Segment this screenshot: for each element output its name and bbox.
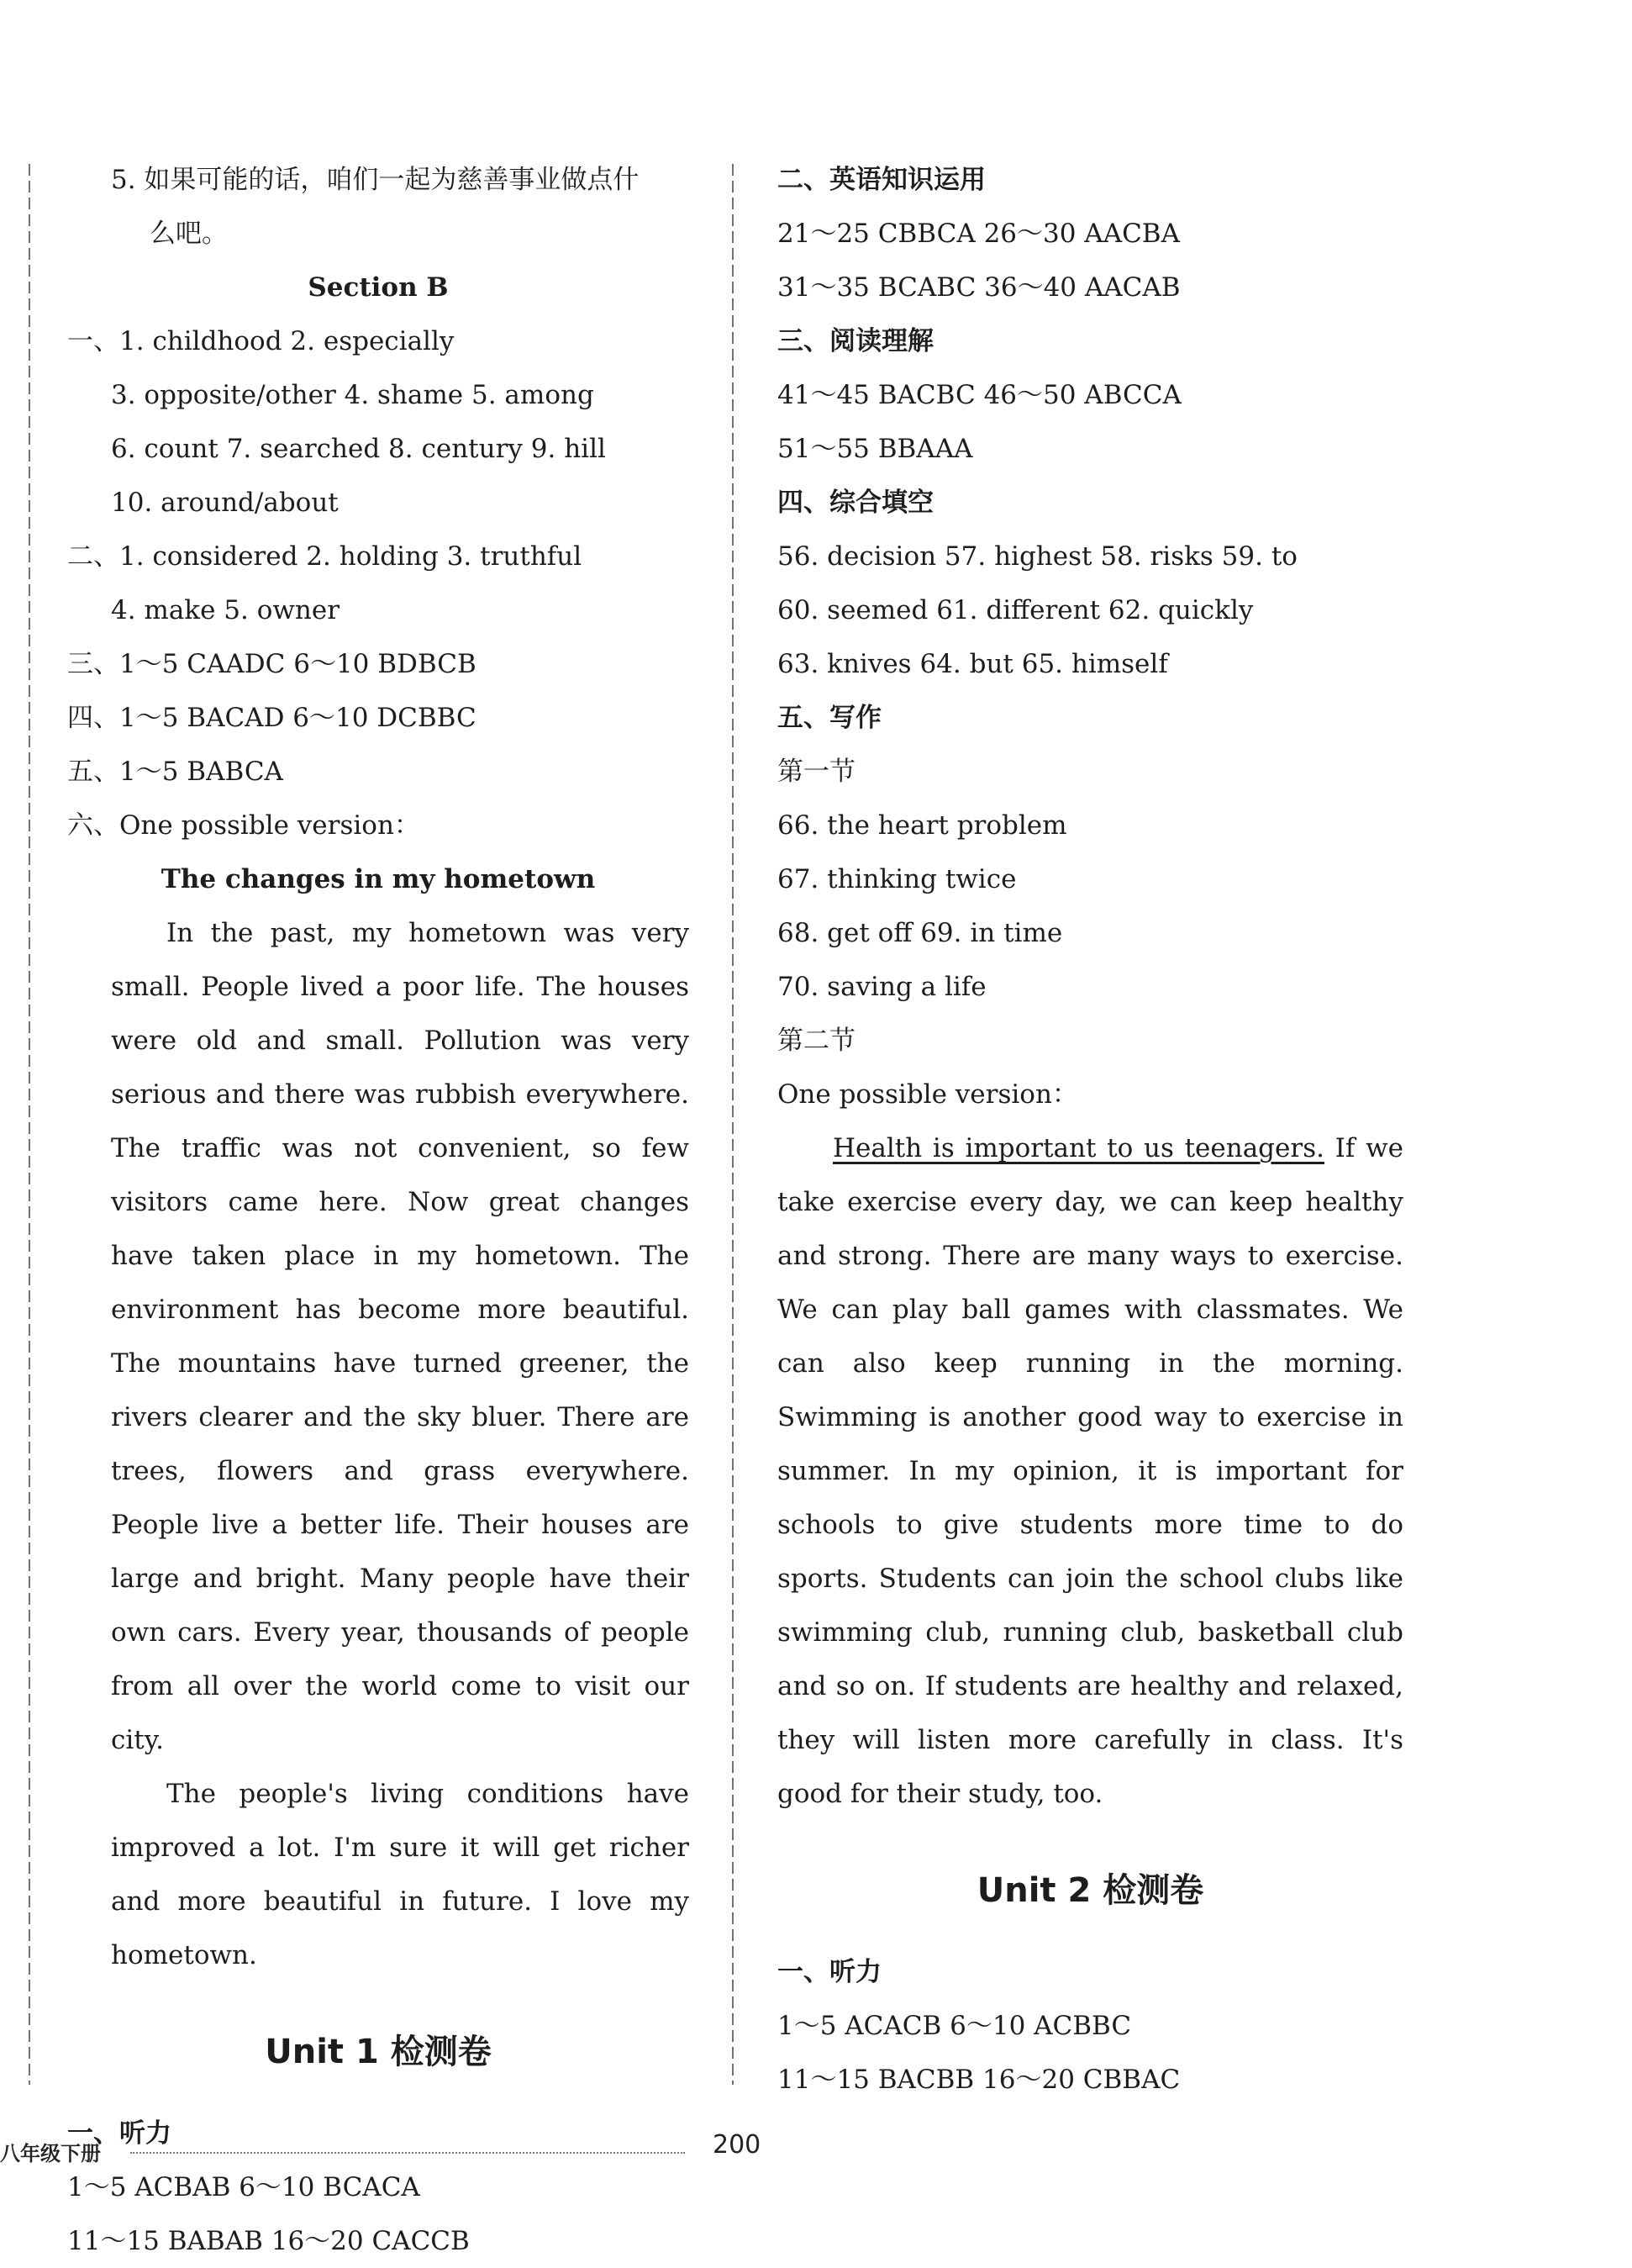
answer-line: 56. decision 57. highest 58. risks 59. to — [777, 541, 1298, 572]
answer-line: 五、1～5 BABCA — [67, 757, 283, 787]
answer-line: 31～35 BCABC 36～40 AACAB — [777, 272, 1181, 303]
answer-line: 10. around/about — [111, 488, 339, 518]
section-header: 五、写作 — [777, 703, 882, 733]
answer-line: 三、1～5 CAADC 6～10 BDBCB — [67, 649, 476, 679]
answer-line: 63. knives 64. but 65. himself — [777, 649, 1168, 679]
answer-line: 4. make 5. owner — [111, 595, 340, 625]
answer-line: 41～45 BACBC 46～50 ABCCA — [777, 380, 1182, 410]
answer-line: 3. opposite/other 4. shame 5. among — [111, 380, 594, 410]
answer-line: 21～25 CBBCA 26～30 AACBA — [777, 219, 1180, 249]
answer-line: 5. 如果可能的话，咱们一起为慈善事业做点什 — [111, 165, 640, 195]
answer-line: 1～5 ACBAB 6～10 BCACA — [67, 2172, 420, 2202]
grade-label: 八年级下册 — [0, 2142, 101, 2165]
subsection-label: 第二节 — [777, 1026, 855, 1056]
essay-paragraph-text: In the past, my hometown was very small. People lived a poor life. The houses were old and small. Pollution was very serious and there was rubbish everywhere. The traffic was not convenient, so few visitors came here. Now great changes have taken place in my hometown. The environment has become more beautiful. The mountains have turned greener, the rivers clearer and the sky bluer. There are trees, flowers and grass everywhere. People live a better life. Their houses are large and bright. Many people have their own cars. Every year, thousands of people from all over the world come to visit our city. — [111, 918, 689, 1755]
essay-body — [67, 906, 689, 1982]
answer-line: 6. count 7. searched 8. century 9. hill — [111, 434, 606, 464]
answer-line: 60. seemed 61. different 62. quickly — [777, 595, 1254, 625]
unit-title: Unit 1 检测卷 — [265, 2033, 492, 2071]
essay-paragraph — [111, 906, 689, 1767]
essay-paragraph — [111, 1767, 689, 1982]
section-b-title: Section B — [308, 272, 449, 303]
essay-paragraph — [777, 1121, 1403, 1821]
answer-line: 一、1. childhood 2. especially — [67, 326, 455, 356]
answer-line: 四、1～5 BACAD 6～10 DCBBC — [67, 703, 476, 733]
subsection-label: 第一节 — [777, 757, 855, 787]
answer-line: 68. get off 69. in time — [777, 918, 1063, 948]
answer-line: 70. saving a life — [777, 972, 987, 1002]
answer-line: 11～15 BACBB 16～20 CBBAC — [777, 2065, 1181, 2095]
section-header: 三、阅读理解 — [777, 326, 934, 356]
section-header: 二、英语知识运用 — [777, 165, 986, 195]
section-header: 四、综合填空 — [777, 488, 934, 518]
page-footer — [0, 2127, 1632, 2177]
right-column — [777, 153, 1403, 2107]
answer-line: 1～5 ACACB 6～10 ACBBC — [777, 2011, 1132, 2041]
answer-line: 66. the heart problem — [777, 810, 1067, 841]
essay-paragraph-text: If we take exercise every day, we can keep healthy and strong. There are many ways to exercise. We can play ball games with classmates. We can also keep running in the morning. Swimming is another good way to exercise in summer. In my opinion, it is important for schools to give students more time to do sports. Students can join the school clubs like swimming club, running club, basketball club and so on. If students are healthy and relaxed, they will listen more carefully in class. It's good for their study, too. — [777, 1133, 1403, 1809]
answer-line: 二、1. considered 2. holding 3. truthful — [67, 541, 582, 572]
unit-title: Unit 2 检测卷 — [977, 1871, 1204, 1910]
version-label: One possible version： — [777, 1079, 1078, 1110]
page-number: 200 — [713, 2130, 761, 2160]
essay-topic-sentence: Health is important to us teenagers. — [833, 1133, 1324, 1163]
answer-line: 么吧。 — [150, 219, 228, 249]
binding-line-left — [24, 164, 25, 2085]
answer-line: 51～55 BBAAA — [777, 434, 973, 464]
answer-line: 67. thinking twice — [777, 864, 1017, 894]
essay-title: The changes in my hometown — [161, 864, 596, 894]
section-header: 一、听力 — [777, 1957, 882, 1987]
essay-paragraph-text: The people's living conditions have improved a lot. I'm sure it will get richer and more beautiful in future. I love my hometown. — [111, 1779, 689, 1970]
footer-dotted-rule — [130, 2152, 685, 2154]
section-header: 一、听力 — [67, 2118, 171, 2149]
column-divider — [727, 164, 729, 2085]
answer-line: 11～15 BABAB 16～20 CACCB — [67, 2226, 470, 2256]
left-column — [67, 153, 689, 2268]
answer-line: 六、One possible version： — [67, 810, 420, 841]
